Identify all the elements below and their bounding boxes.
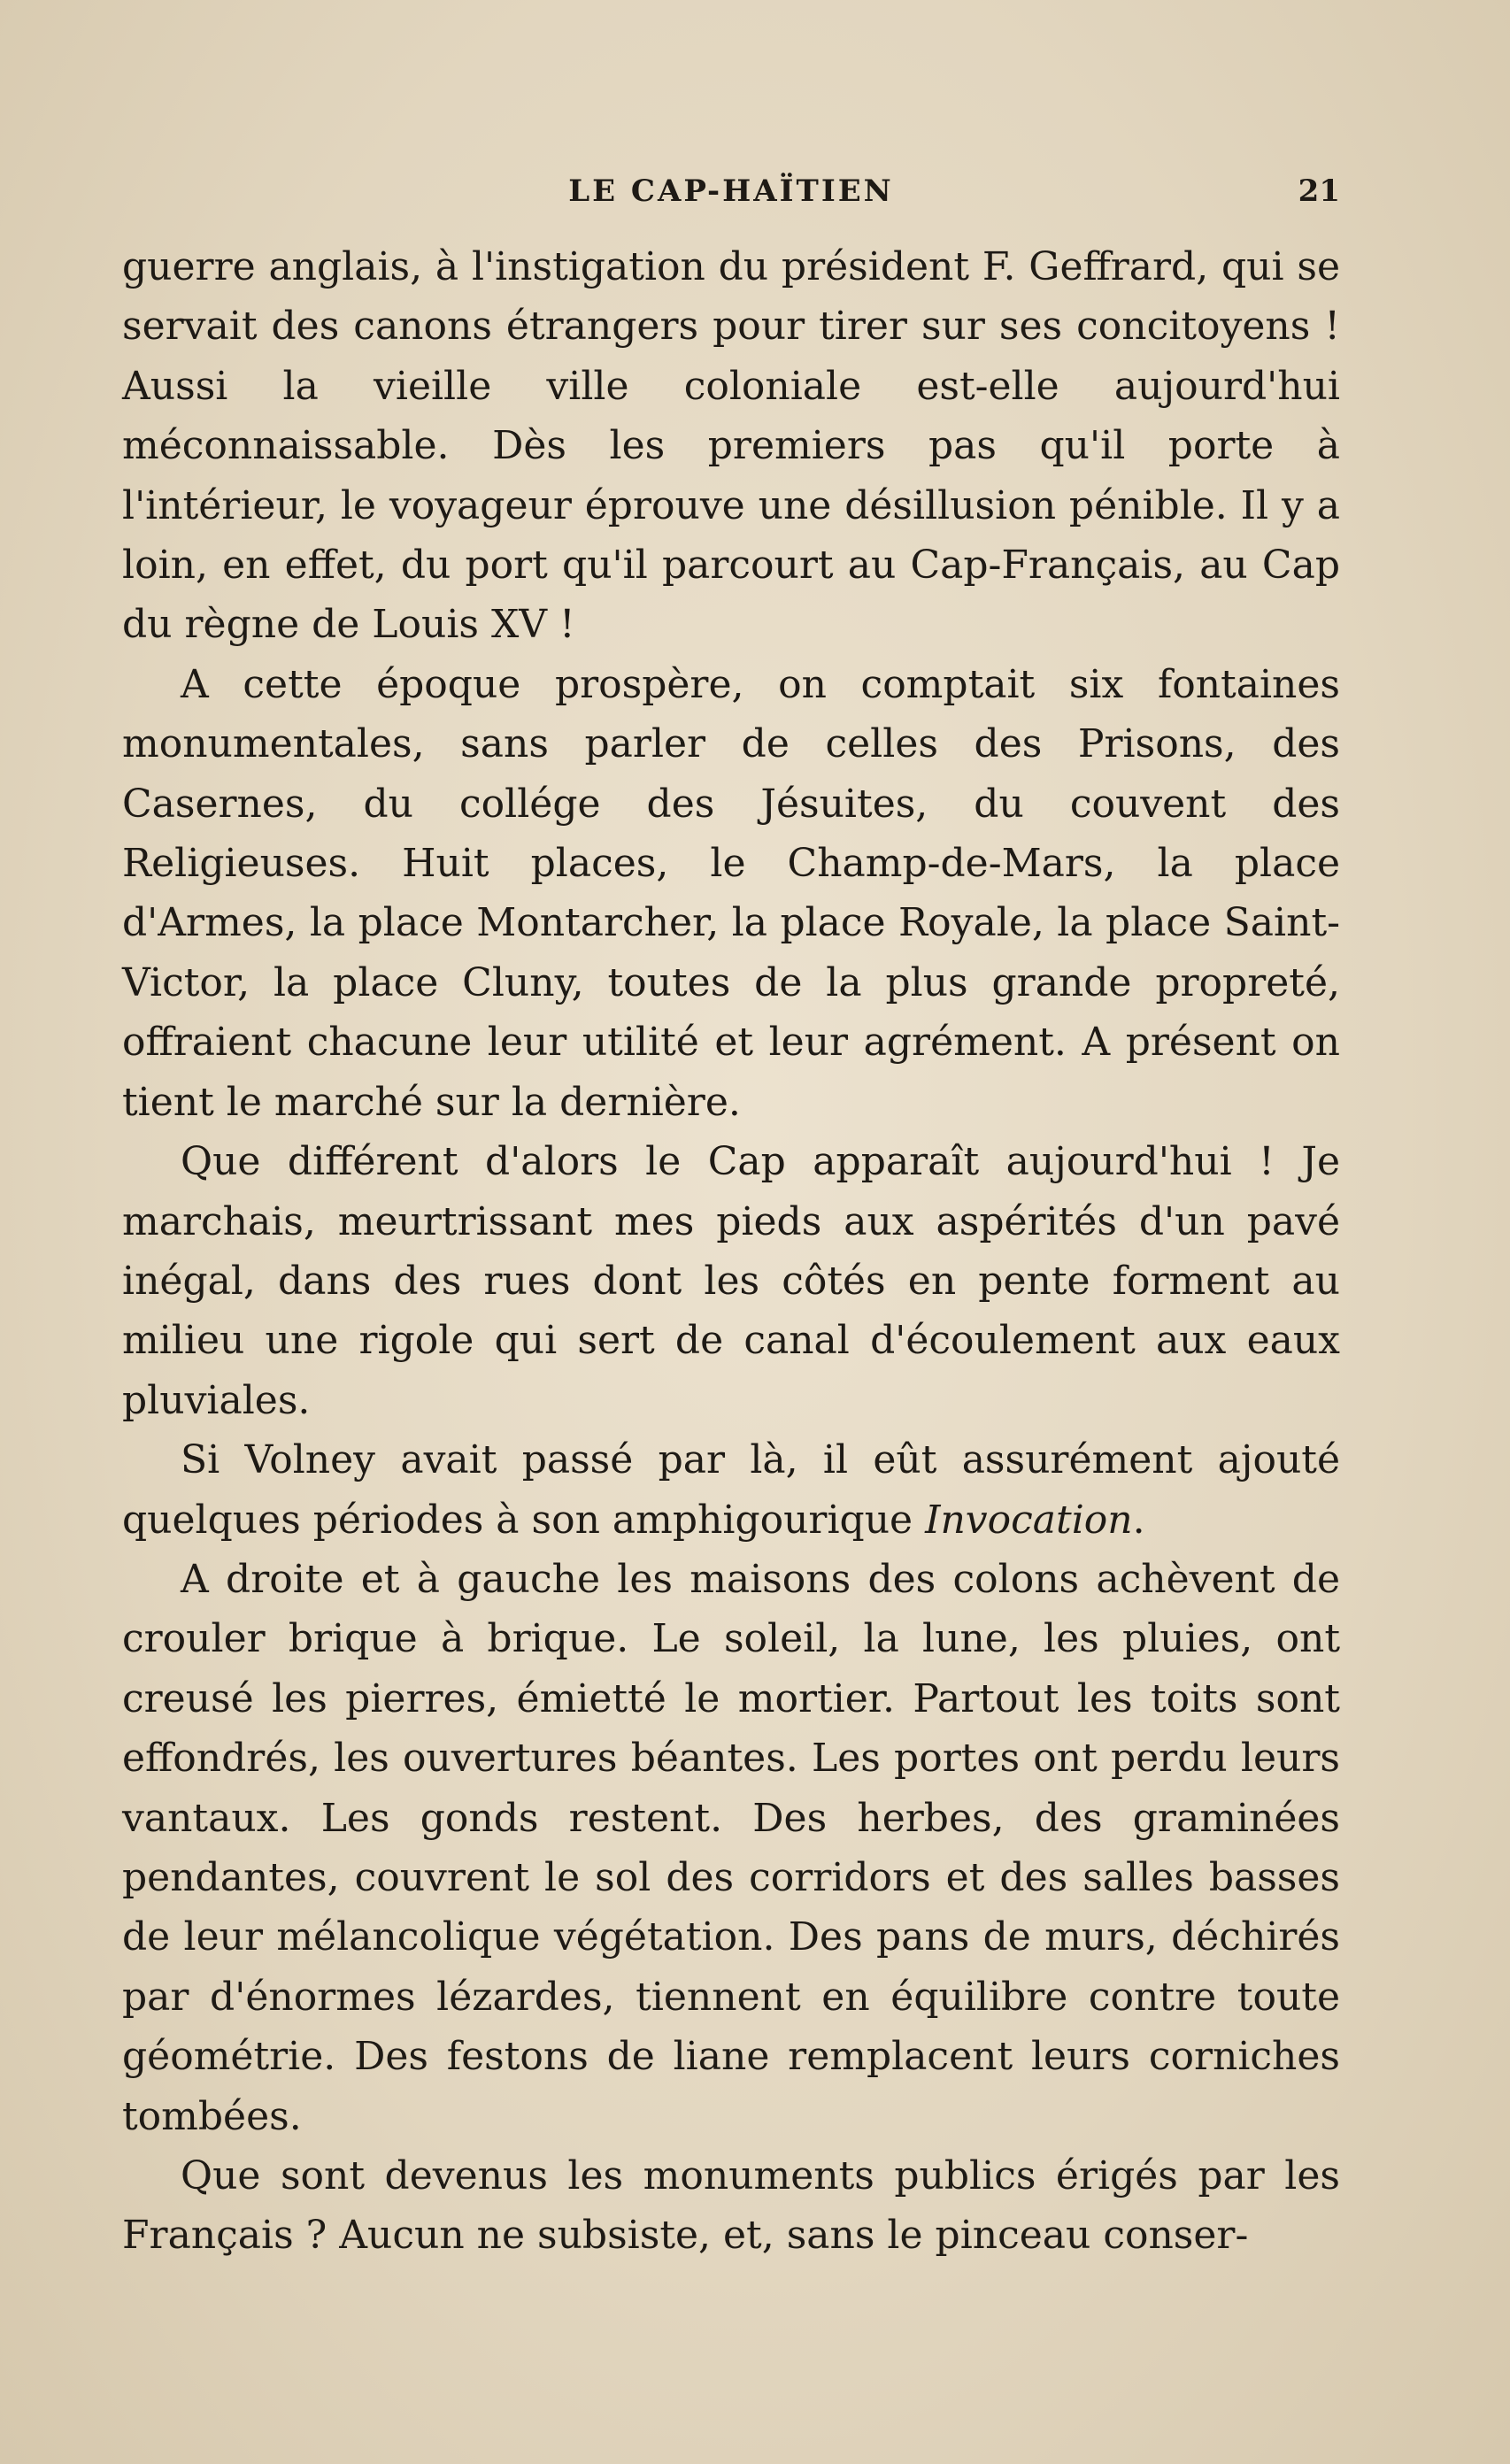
paragraph-4-end: . [1132,1497,1145,1543]
paragraph-4 [122,1430,1340,1550]
running-head [122,173,1340,218]
paragraph-1: guerre anglais, à l'instigation du président F. Geffrard, qui se servait des canons étrangers pour tirer sur ses concitoyens ! Aussi la vieille ville coloniale est-elle aujourd'hui méconnaissable. Dès les premiers pas qu'il porte à l'intérieur, le voyageur éprouve une désillusion pénible. Il y a loin, en effet, du port qu'il parcourt au Cap-Français, au Cap du règne de Louis XV ! [122,244,1340,648]
paragraph-5: A droite et à gauche les maisons des colons achèvent de crouler brique à brique. Le soleil, la lune, les pluies, ont creusé les pierres, émietté le mortier. Partout les toits sont effondrés, les ouvertures béantes. Les portes ont perdu leurs vantaux. Les gonds restent. Des herbes, des graminées pendantes, couvrent le sol des corridors et des salles basses de leur mélancolique végétation. Des pans de murs, déchirés par d'énormes lézardes, tiennent en équilibre contre toute géométrie. Des festons de liane remplacent leurs corniches tombées. [122,1556,1340,2139]
paragraph-3: Que différent d'alors le Cap apparaît aujourd'hui ! Je marchais, meurtrissant mes pieds aux aspérités d'un pavé inégal, dans des rues dont les côtés en pente forment au milieu une rigole qui sert de canal d'écoulement aux eaux pluviales. [122,1139,1340,1423]
invocation-title: Invocation [925,1497,1133,1543]
running-head-title: LE CAP-HAÏTIEN [568,173,894,209]
paragraph-4-text: Si Volney avait passé par là, il eût assurément ajouté quelques périodes à son amphigourique [122,1437,1340,1543]
paragraph-6: Que sont devenus les monuments publics érigés par les Français ? Aucun ne subsiste, et, sans le pinceau conser- [122,2153,1340,2259]
body-text [122,237,1340,2266]
paragraph-2: A cette époque prospère, on comptait six fontaines monumentales, sans parler de celles des Prisons, des Casernes, du collége des Jésuites, du couvent des Religieuses. Huit places, le Champ-de-Mars, la place d'Armes, la place Montarcher, la place Royale, la place Saint-Victor, la place Cluny, toutes de la plus grande propreté, offraient chacune leur utilité et leur agrément. A présent on tient le marché sur la dernière. [122,661,1340,1125]
page-number: 21 [1298,173,1340,209]
